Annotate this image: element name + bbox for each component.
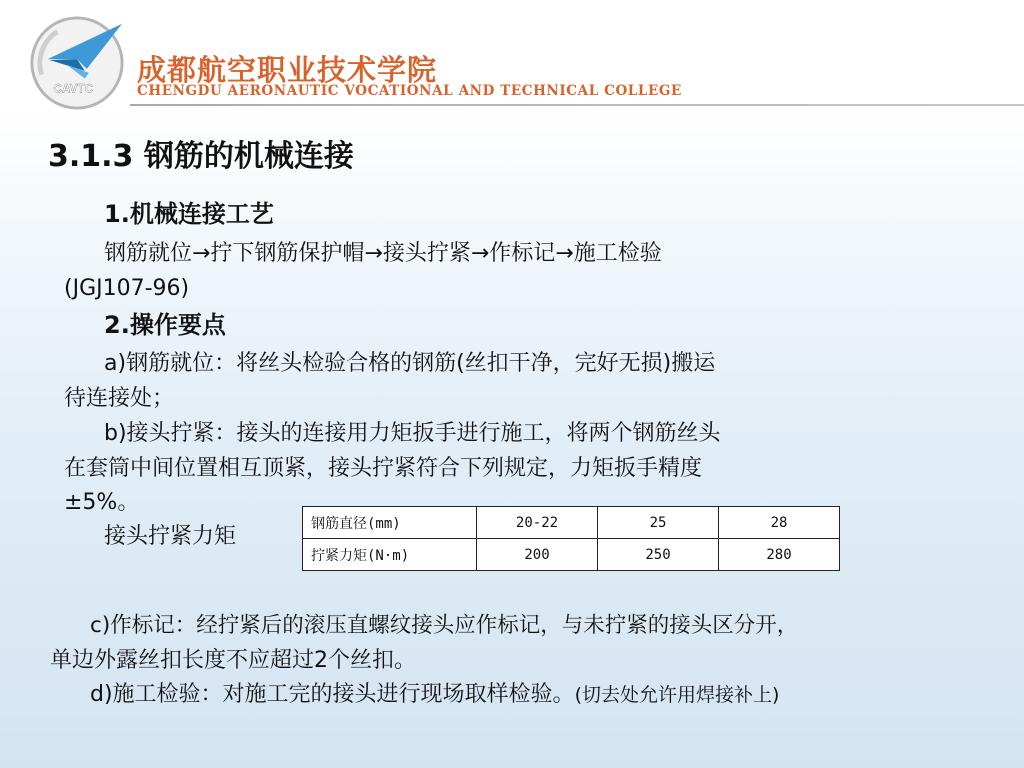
college-name-cn: 成都航空职业技术学院 (137, 53, 438, 87)
torque-table (302, 506, 840, 571)
section2-heading: 2.操作要点 (104, 311, 226, 339)
table-cell: 200 (477, 539, 598, 571)
item-d-text: d)施工检验：对施工完的接头进行现场取样检验。 (90, 682, 575, 707)
item-c-line2: 单边外露丝扣长度不应超过2个丝扣。 (50, 648, 416, 673)
item-d-note: (切去处允许用焊接补上) (574, 684, 780, 706)
item-a-line1: a)钢筋就位：将丝头检验合格的钢筋(丝扣干净，完好无损)搬运 (104, 351, 716, 376)
table-row-header: 拧紧力矩(N·m) (303, 539, 477, 571)
table-row (303, 507, 840, 539)
table-cell: 280 (719, 539, 840, 571)
item-b-line2: 在套筒中间位置相互顶紧，接头拧紧符合下列规定，力矩扳手精度 (64, 456, 703, 481)
table-row (303, 539, 840, 571)
table-cell: 20-22 (477, 507, 598, 539)
college-name-en: CHENGDU AERONAUTIC VOCATIONAL AND TECHNICAL COLLEGE (137, 83, 682, 99)
table-row-header: 钢筋直径(mm) (303, 507, 477, 539)
section1-heading: 1.机械连接工艺 (104, 200, 274, 228)
item-c-line1: c)作标记：经拧紧后的滚压直螺纹接头应作标记，与未拧紧的接头区分开， (90, 613, 799, 638)
table-cell: 28 (719, 507, 840, 539)
svg-text:CAVTC: CAVTC (53, 82, 94, 96)
header-divider (130, 104, 1024, 106)
process-standard-text: (JGJ107-96) (64, 276, 190, 301)
torque-label: 接头拧紧力矩 (104, 524, 237, 549)
table-cell: 25 (598, 507, 719, 539)
slide-header (0, 0, 1024, 120)
table-cell: 250 (598, 539, 719, 571)
slide-title: 3.1.3 钢筋的机械连接 (48, 139, 354, 174)
item-a-line2: 待连接处； (64, 386, 175, 411)
process-flow-text: 钢筋就位→拧下钢筋保护帽→接头拧紧→作标记→施工检验 (104, 241, 662, 266)
item-b-line3: ±5%。 (64, 490, 140, 515)
college-logo (28, 14, 126, 112)
item-b-line1: b)接头拧紧：接头的连接用力矩扳手进行施工，将两个钢筋丝头 (104, 421, 721, 446)
item-d-line (90, 682, 779, 708)
